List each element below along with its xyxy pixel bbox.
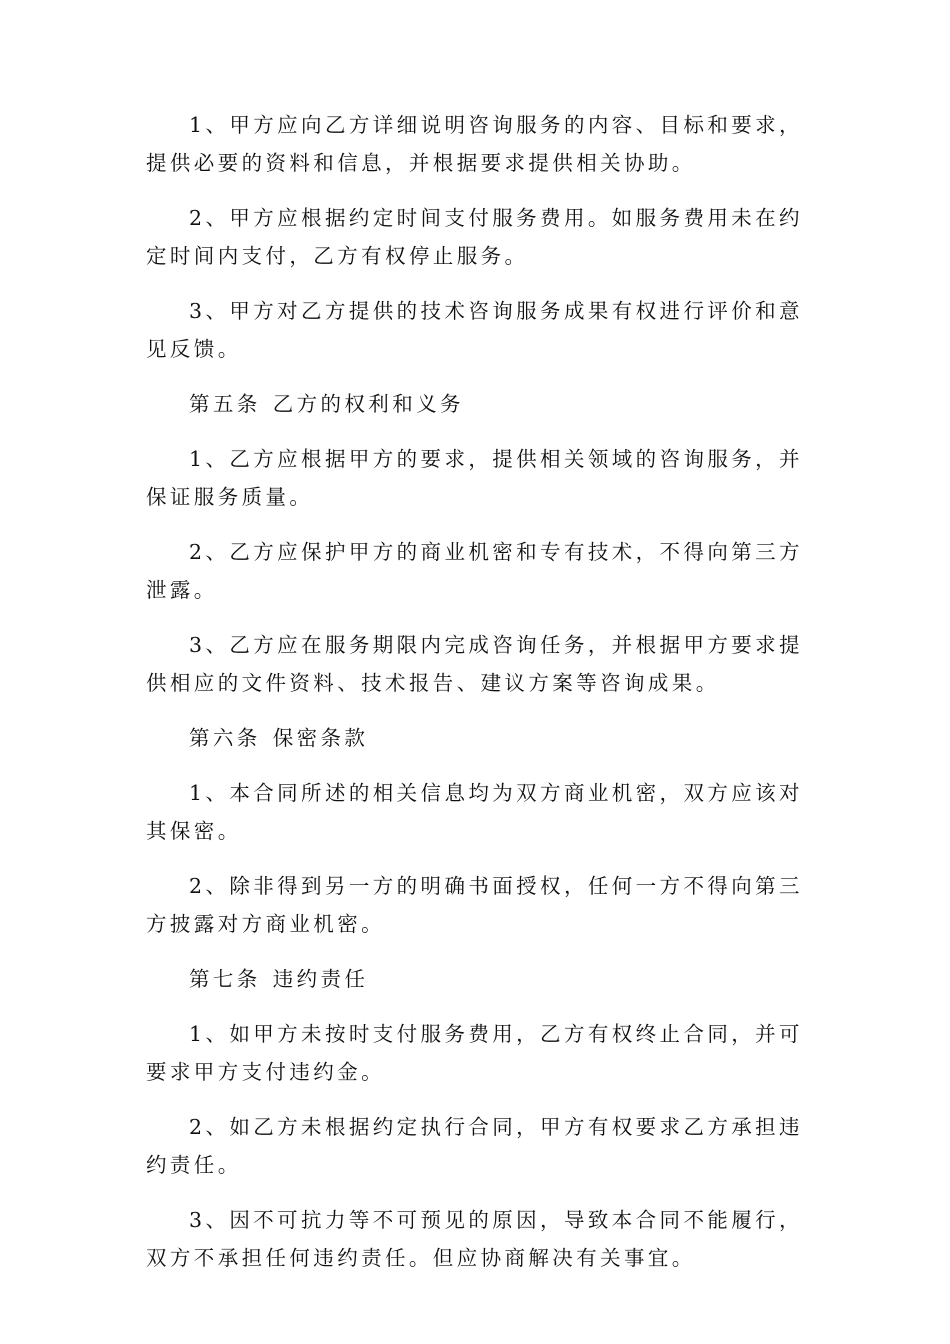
clause-paragraph: 2、甲方应根据约定时间支付服务费用。如服务费用未在约定时间内支付，乙方有权停止服务。: [146, 206, 803, 268]
clause-paragraph: 3、乙方应在服务期限内完成咨询任务，并根据甲方要求提供相应的文件资料、技术报告、建议方案等咨询成果。: [146, 633, 803, 695]
heading-number: 第七条: [189, 967, 261, 991]
heading-number: 第五条: [189, 392, 261, 416]
clause-paragraph: 1、如甲方未按时支付服务费用，乙方有权终止合同，并可要求甲方支付违约金。: [146, 1022, 803, 1084]
clause-paragraph: 3、因不可抗力等不可预见的原因，导致本合同不能履行，双方不承担任何违约责任。但应协商解决有关事宜。: [146, 1208, 803, 1270]
clause-paragraph: 2、除非得到另一方的明确书面授权，任何一方不得向第三方披露对方商业机密。: [146, 874, 803, 936]
heading-number: 第六条: [189, 726, 261, 750]
clause-paragraph: 1、乙方应根据甲方的要求，提供相关领域的咨询服务，并保证服务质量。: [146, 447, 803, 509]
section-heading-article-5: [146, 385, 814, 423]
clause-paragraph: 2、乙方应保护甲方的商业机密和专有技术，不得向第三方泄露。: [146, 540, 803, 602]
clause-paragraph: 2、如乙方未根据约定执行合同，甲方有权要求乙方承担违约责任。: [146, 1115, 803, 1177]
clause-paragraph: 1、甲方应向乙方详细说明咨询服务的内容、目标和要求，提供必要的资料和信息，并根据要求提供相关协助。: [146, 113, 803, 175]
section-heading-article-6: [146, 719, 814, 757]
clause-paragraph: 1、本合同所述的相关信息均为双方商业机密，双方应该对其保密。: [146, 781, 803, 843]
clause-paragraph: 3、甲方对乙方提供的技术咨询服务成果有权进行评价和意见反馈。: [146, 299, 803, 361]
document-body: [146, 106, 814, 1294]
heading-title: 违约责任: [272, 967, 369, 991]
heading-title: 乙方的权利和义务: [272, 392, 464, 416]
heading-title: 保密条款: [272, 726, 369, 750]
section-heading-article-7: [146, 960, 814, 998]
